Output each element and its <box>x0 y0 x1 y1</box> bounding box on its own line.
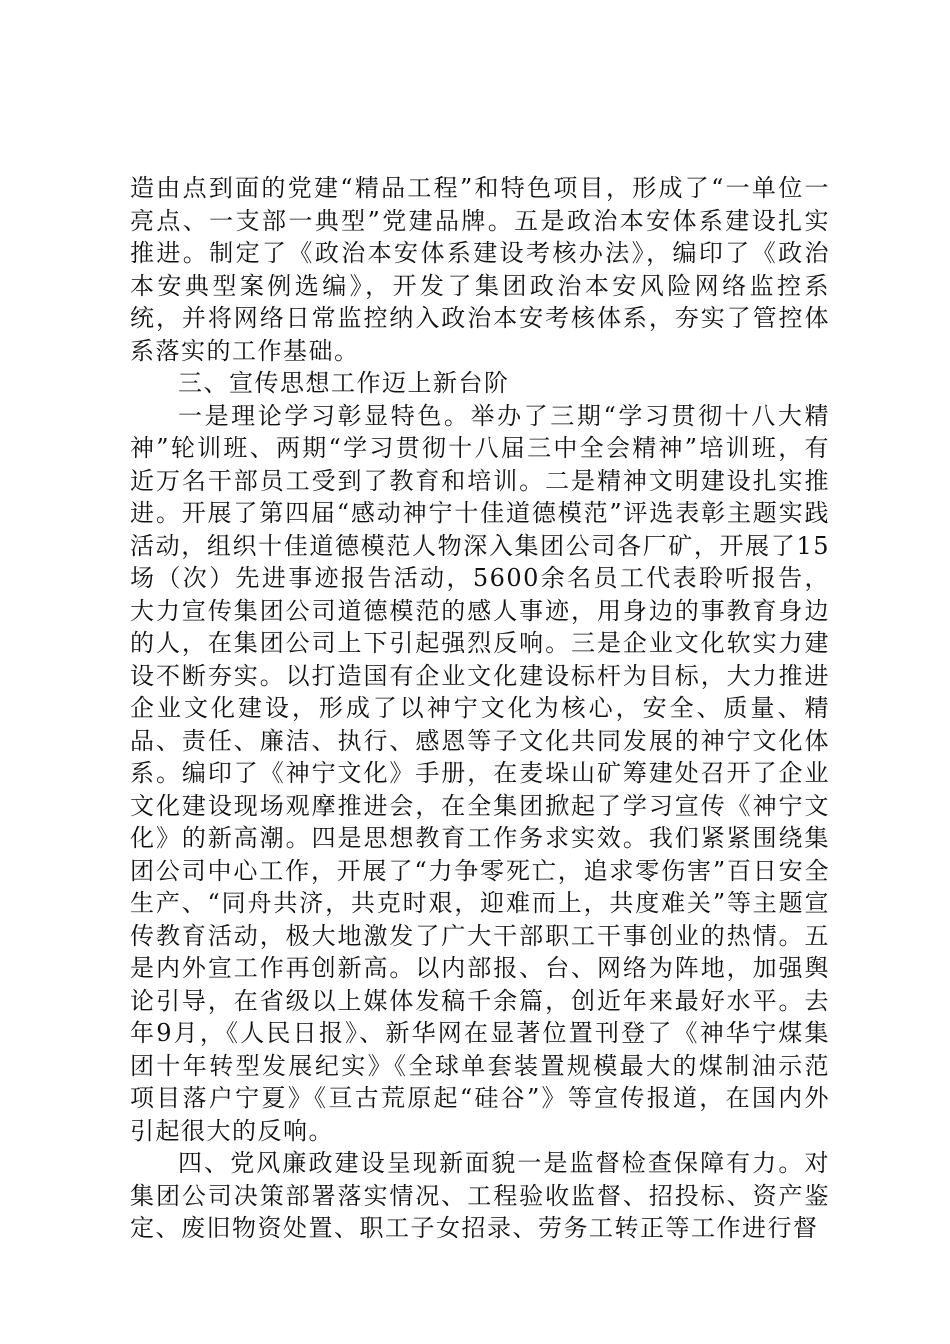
paragraph-propaganda-work: 一是理论学习彰显特色。举办了三期“学习贯彻十八大精神”轮训班、两期“学习贯彻十八届三中全会精神”培训班，有近万名干部员工受到了教育和培训。二是精神文明建设扎实推进。开展了第四届“感动神宁十佳道德模范”评选表彰主题实践活动，组织十佳道德模范人物深入集团公司各厂矿，开展了15场（次）先进事迹报告活动，5600余名员工代表聆听报告，大力宣传集团公司道德模范的感人事迹，用身边的事教育身边的人，在集团公司上下引起强烈反响。三是企业文化软实力建设不断夯实。以打造国有企业文化建设标杆为目标，大力推进企业文化建设，形成了以神宁文化为核心，安全、质量、精品、责任、廉洁、执行、感恩等子文化共同发展的神宁文化体系。编印了《神宁文化》手册，在麦垛山矿筹建处召开了企业文化建设现场观摩推进会，在全集团掀起了学习宣传《神宁文化》的新高潮。四是思想教育工作务求实效。我们紧紧围绕集团公司中心工作，开展了“力争零死亡，追求零伤害”百日安全生产、“同舟共济，共克时艰，迎难而上，共度难关”等主题宣传教育活动，极大地激发了广大干部职工干事创业的热情。五是内外宣工作再创新高。以内部报、台、网络为阵地，加强舆论引导，在省级以上媒体发稿千余篇，创近年来最好水平。去年9月，《人民日报》、新华网在显著位置刊登了《神华宁煤集团十年转型发展纪实》《全球单套装置规模最大的煤制油示范项目落户宁夏》《亘古荒原起“硅谷”》等宣传报道，在国内外引起很大的反响。 <box>130 401 830 1145</box>
paragraph-clean-governance: 四、党风廉政建设呈现新面貌一是监督检查保障有力。对集团公司决策部署落实情况、工程验收监督、招投标、资产鉴定、废旧物资处置、职工子女招录、劳务工转正等工作进行督 <box>130 1149 830 1242</box>
section-heading-propaganda: 三、宣传思想工作迈上新台阶 <box>178 369 510 397</box>
document-page <box>130 172 830 1245</box>
paragraph-party-building-continuation: 造由点到面的党建“精品工程”和特色项目，形成了“一单位一亮点、一支部一典型”党建品牌。五是政治本安体系建设扎实推进。制定了《政治本安体系建设考核办法》，编印了《政治本安典型案例选编》，开发了集团政治本安风险网络监控系统，并将网络日常监控纳入政治本安考核体系，夯实了管控体系落实的工作基础。 <box>130 174 830 365</box>
